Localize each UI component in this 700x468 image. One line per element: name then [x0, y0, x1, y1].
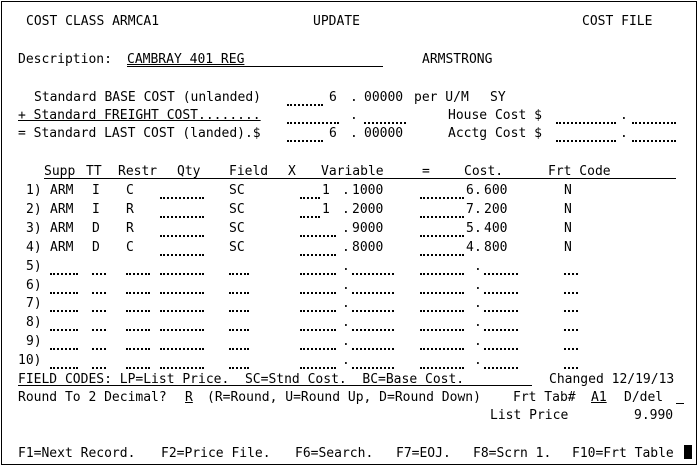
cell-var-frac-empty[interactable] — [352, 263, 394, 275]
cell-tt[interactable]: I — [92, 201, 100, 217]
cell-cost-whole-empty[interactable] — [420, 282, 464, 294]
variable-dot: . — [342, 315, 350, 331]
cell-supp-empty[interactable] — [50, 300, 78, 312]
cell-tt[interactable]: D — [92, 220, 100, 236]
cell-supp-empty[interactable] — [50, 282, 78, 294]
cost-whole-pad — [420, 187, 464, 199]
cell-restr-empty[interactable] — [126, 300, 150, 312]
cell-var-whole[interactable]: 1 — [322, 201, 330, 217]
row-number: 10) — [18, 353, 42, 369]
cell-cost-frac-empty[interactable] — [484, 263, 518, 275]
cell-frt[interactable]: N — [564, 183, 572, 198]
cell-tt[interactable]: D — [92, 239, 100, 255]
col-header-cost: Cost. — [464, 164, 504, 179]
cell-cost-whole[interactable]: 4 — [466, 239, 474, 255]
cell-qty-empty[interactable] — [160, 319, 204, 331]
cell-frt[interactable]: N — [564, 220, 572, 236]
cell-cost-whole-empty[interactable] — [420, 263, 464, 275]
changed-date: Changed 12/19/13 — [549, 372, 675, 387]
cell-cost-frac-empty[interactable] — [484, 357, 518, 369]
col-header-field: Field — [229, 164, 269, 179]
cell-restr[interactable]: C — [126, 239, 134, 255]
variable-dot: . — [342, 220, 350, 236]
cost-dot: . — [474, 220, 482, 236]
variable-dot: . — [342, 277, 350, 293]
cell-tt-empty[interactable] — [92, 357, 106, 369]
cell-cost-whole-empty[interactable] — [420, 338, 464, 350]
cell-supp-empty[interactable] — [50, 263, 78, 275]
base-cost-fraction[interactable]: 00000 — [364, 90, 404, 105]
cell-var-frac-empty[interactable] — [352, 338, 394, 350]
variable-dot: . — [342, 201, 350, 217]
cell-var-whole-empty[interactable] — [300, 300, 336, 312]
screen-title: COST CLASS ARMCA1 — [26, 14, 160, 29]
cell-var-frac-empty[interactable] — [352, 319, 394, 331]
frt-tab-field[interactable]: A1 — [591, 390, 607, 405]
cell-cost-frac[interactable]: 200 — [484, 201, 508, 217]
cell-qty-empty[interactable] — [160, 338, 204, 350]
cell-restr[interactable]: C — [126, 183, 134, 198]
description-field[interactable]: CAMBRAY 401 REG — [127, 52, 245, 67]
variable-dot: . — [342, 353, 350, 369]
col-header-supp: Supp — [44, 164, 76, 179]
variable-dot: . — [342, 239, 350, 255]
cell-cost-frac-empty[interactable] — [484, 282, 518, 294]
cell-supp[interactable]: ARM — [50, 239, 74, 255]
cell-cost-frac[interactable]: 800 — [484, 239, 508, 255]
f6-search-key[interactable]: F6=Search. — [295, 446, 374, 461]
last-cost-dot: . — [350, 126, 358, 141]
base-cost-label: Standard BASE COST (unlanded) — [34, 90, 261, 105]
cell-var-whole-empty[interactable] — [300, 319, 336, 331]
cell-qty-empty[interactable] — [160, 225, 204, 237]
cell-tt-empty[interactable] — [92, 338, 106, 350]
cell-var-whole-empty[interactable] — [300, 263, 336, 275]
cost-dot: . — [474, 183, 482, 198]
cell-field-empty[interactable] — [229, 319, 249, 331]
cell-field-empty[interactable] — [229, 338, 249, 350]
header-rule — [44, 178, 676, 179]
cell-cost-whole-empty[interactable] — [420, 357, 464, 369]
cell-supp-empty[interactable] — [50, 319, 78, 331]
cell-field[interactable]: SC — [229, 183, 245, 198]
round-prompt: Round To 2 Decimal? — [18, 390, 167, 405]
cell-field-empty[interactable] — [229, 300, 249, 312]
cell-field-empty[interactable] — [229, 282, 249, 294]
cell-field[interactable]: SC — [229, 239, 245, 255]
f8-screen1-key[interactable]: F8=Scrn 1. — [473, 446, 552, 461]
cost-dot: . — [474, 296, 482, 312]
row-number: 6) — [26, 277, 42, 293]
cell-frt-empty[interactable] — [564, 357, 578, 369]
cell-cost-whole-empty[interactable] — [420, 300, 464, 312]
acctg-cost-dot: . — [620, 126, 628, 141]
house-cost-whole-field[interactable] — [556, 112, 616, 124]
field-codes-legend: FIELD CODES: LP=List Price. SC=Stnd Cost. BC=Base Cost. — [18, 372, 465, 387]
cell-var-frac[interactable]: 9000 — [352, 220, 384, 236]
last-cost-label: = Standard LAST COST (landed).$ — [18, 126, 261, 141]
cost-whole-pad — [420, 206, 464, 218]
cell-qty-empty[interactable] — [160, 282, 204, 294]
cell-qty-empty[interactable] — [160, 187, 204, 199]
description-field-underline — [127, 66, 383, 67]
cost-dot: . — [474, 315, 482, 331]
freight-cost-dot: . — [350, 108, 358, 123]
col-header-tt: TT — [86, 164, 102, 179]
cell-cost-frac-empty[interactable] — [484, 338, 518, 350]
delete-field[interactable] — [676, 403, 684, 404]
cell-restr-empty[interactable] — [126, 319, 150, 331]
cell-frt-empty[interactable] — [564, 282, 578, 294]
text-cursor — [684, 445, 692, 459]
supplier-name: ARMSTRONG — [422, 52, 493, 67]
base-cost-whole-pad — [287, 94, 323, 106]
cell-frt[interactable]: N — [564, 201, 572, 217]
mode-title: UPDATE — [313, 14, 360, 29]
f2-price-file-key[interactable]: F2=Price File. — [161, 446, 271, 461]
cell-cost-whole[interactable]: 5 — [466, 220, 474, 236]
col-header-qty: Qty — [177, 164, 201, 179]
f1-next-record-key[interactable]: F1=Next Record. — [18, 446, 136, 461]
freight-cost-fraction-field[interactable] — [364, 112, 406, 124]
cell-var-frac-empty[interactable] — [352, 300, 394, 312]
acctg-cost-label: Acctg Cost $ — [448, 126, 542, 141]
cell-cost-whole[interactable]: 6 — [466, 183, 474, 198]
col-header-x: X — [288, 164, 296, 179]
variable-whole-pad — [300, 206, 320, 218]
col-header-equals: = — [422, 164, 430, 179]
cell-var-frac[interactable]: 1000 — [352, 183, 384, 198]
cost-dot: . — [474, 258, 482, 274]
cost-whole-pad — [420, 244, 464, 256]
acctg-cost-fraction-field[interactable] — [632, 130, 676, 142]
cost-dot: . — [474, 239, 482, 255]
last-cost-whole[interactable]: 6 — [329, 126, 337, 141]
cell-qty-empty[interactable] — [160, 263, 204, 275]
row-number: 7) — [26, 296, 42, 312]
row-number: 5) — [26, 258, 42, 274]
base-cost-dot: . — [350, 90, 358, 105]
cell-var-whole-empty[interactable] — [300, 244, 336, 256]
f7-eoj-key[interactable]: F7=EOJ. — [396, 446, 451, 461]
cell-restr-empty[interactable] — [126, 263, 150, 275]
cell-var-frac[interactable]: 2000 — [352, 201, 384, 217]
freight-cost-whole-field[interactable] — [287, 112, 339, 124]
um-field[interactable]: SY — [490, 90, 506, 105]
cell-cost-frac-empty[interactable] — [484, 300, 518, 312]
cell-cost-whole[interactable]: 7 — [466, 201, 474, 217]
last-cost-fraction[interactable]: 00000 — [364, 126, 404, 141]
row-number: 9) — [26, 334, 42, 350]
cell-tt[interactable]: I — [92, 183, 100, 198]
cell-cost-frac[interactable]: 600 — [484, 183, 508, 198]
cell-frt-empty[interactable] — [564, 300, 578, 312]
list-price-label: List Price — [490, 408, 569, 423]
row-number: 4) — [26, 239, 42, 255]
cell-restr[interactable]: R — [126, 220, 134, 236]
cell-supp-empty[interactable] — [50, 338, 78, 350]
variable-dot: . — [342, 296, 350, 312]
f10-frt-table-key[interactable]: F10=Frt Table — [572, 446, 674, 461]
house-cost-dot: . — [620, 108, 628, 123]
cell-restr[interactable]: R — [126, 201, 134, 217]
cost-dot: . — [474, 334, 482, 350]
cell-var-whole[interactable]: 1 — [322, 183, 330, 198]
cell-supp-empty[interactable] — [50, 357, 78, 369]
row-number: 8) — [26, 315, 42, 331]
variable-dot: . — [342, 183, 350, 198]
cost-whole-pad — [420, 225, 464, 237]
house-cost-fraction-field[interactable] — [632, 112, 676, 124]
cell-var-whole-empty[interactable] — [300, 357, 336, 369]
cell-qty-empty[interactable] — [160, 300, 204, 312]
delete-label: D/del — [624, 390, 664, 405]
cell-restr-empty[interactable] — [126, 338, 150, 350]
cell-supp[interactable]: ARM — [50, 201, 74, 217]
house-cost-label: House Cost $ — [448, 108, 542, 123]
cell-cost-whole-empty[interactable] — [420, 319, 464, 331]
row-number: 2) — [26, 201, 42, 217]
cell-frt-empty[interactable] — [564, 338, 578, 350]
cell-var-frac-empty[interactable] — [352, 357, 394, 369]
cell-qty-empty[interactable] — [160, 206, 204, 218]
freight-cost-label: + Standard FREIGHT COST........ — [18, 108, 261, 123]
round-help: (R=Round, U=Round Up, D=Round Down) — [207, 390, 481, 405]
variable-whole-pad — [300, 187, 320, 199]
frt-tab-label: Frt Tab# — [513, 390, 576, 405]
cell-frt[interactable]: N — [564, 239, 572, 255]
cell-field[interactable]: SC — [229, 220, 245, 236]
cell-cost-frac[interactable]: 400 — [484, 220, 508, 236]
field-codes-underline — [18, 385, 532, 386]
per-um-label: per U/M — [414, 90, 469, 105]
row-number: 1) — [26, 183, 42, 198]
cell-var-frac-empty[interactable] — [352, 282, 394, 294]
cell-tt-empty[interactable] — [92, 300, 106, 312]
cell-tt-empty[interactable] — [92, 263, 106, 275]
cell-field[interactable]: SC — [229, 201, 245, 217]
cell-var-frac[interactable]: 8000 — [352, 239, 384, 255]
cell-frt-empty[interactable] — [564, 319, 578, 331]
file-title: COST FILE — [582, 14, 653, 29]
last-cost-whole-pad — [287, 130, 323, 142]
cell-qty-empty[interactable] — [160, 244, 204, 256]
col-header-restr: Restr — [118, 164, 158, 179]
cell-field-empty[interactable] — [229, 357, 249, 369]
cell-supp[interactable]: ARM — [50, 220, 74, 236]
cell-tt-empty[interactable] — [92, 282, 106, 294]
variable-dot: . — [342, 334, 350, 350]
cell-field-empty[interactable] — [229, 263, 249, 275]
cell-var-whole-empty[interactable] — [300, 282, 336, 294]
col-header-frt-code: Frt Code — [548, 164, 611, 179]
list-price-value: 9.990 — [634, 408, 674, 423]
variable-dot: . — [342, 258, 350, 274]
row-number: 3) — [26, 220, 42, 236]
description-label: Description: — [18, 52, 112, 67]
cell-frt-empty[interactable] — [564, 263, 578, 275]
cell-restr-empty[interactable] — [126, 357, 150, 369]
cost-dot: . — [474, 201, 482, 217]
acctg-cost-whole-field[interactable] — [556, 130, 616, 142]
cost-dot: . — [474, 353, 482, 369]
cell-var-whole-empty[interactable] — [300, 225, 336, 237]
cell-restr-empty[interactable] — [126, 282, 150, 294]
cell-supp[interactable]: ARM — [50, 183, 74, 198]
base-cost-whole[interactable]: 6 — [329, 90, 337, 105]
round-field[interactable]: R — [185, 390, 193, 405]
cost-dot: . — [474, 277, 482, 293]
cell-tt-empty[interactable] — [92, 319, 106, 331]
cell-cost-frac-empty[interactable] — [484, 319, 518, 331]
cell-qty-empty[interactable] — [160, 357, 204, 369]
cell-var-whole-empty[interactable] — [300, 338, 336, 350]
col-header-variable: Variable — [321, 164, 384, 179]
